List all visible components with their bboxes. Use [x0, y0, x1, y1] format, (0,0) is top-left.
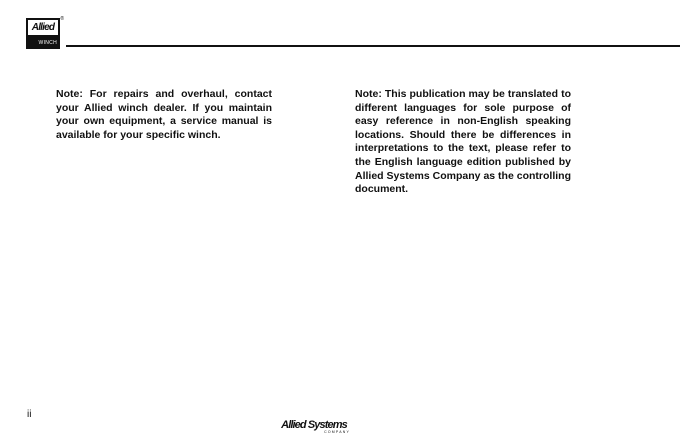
header-rule [66, 45, 680, 47]
registered-mark: ® [60, 16, 64, 22]
allied-systems-logo [278, 419, 350, 435]
logo-top-block [27, 19, 59, 38]
page-number: ii [27, 409, 32, 420]
logo-wordmark: Allied [28, 20, 58, 35]
footer-logo-subtitle: COMPANY [324, 430, 350, 434]
footer-logo-wordmark: Allied Systems [281, 419, 347, 431]
repairs-note: Note: For repairs and overhaul, contact your Allied winch dealer. If you maintain your own equipment, a service manual is available for your specific winch. [56, 88, 272, 141]
logo-subtitle: WINCH [38, 40, 57, 46]
allied-winch-logo [26, 16, 64, 49]
translation-note: Note: This publication may be translated to different languages for sole purpose of easy reference in non-English speaking locations. Should there be differences in interpretations to the text, please refer to the English language edition published by Allied Systems Company as the controlling document. [355, 88, 571, 196]
